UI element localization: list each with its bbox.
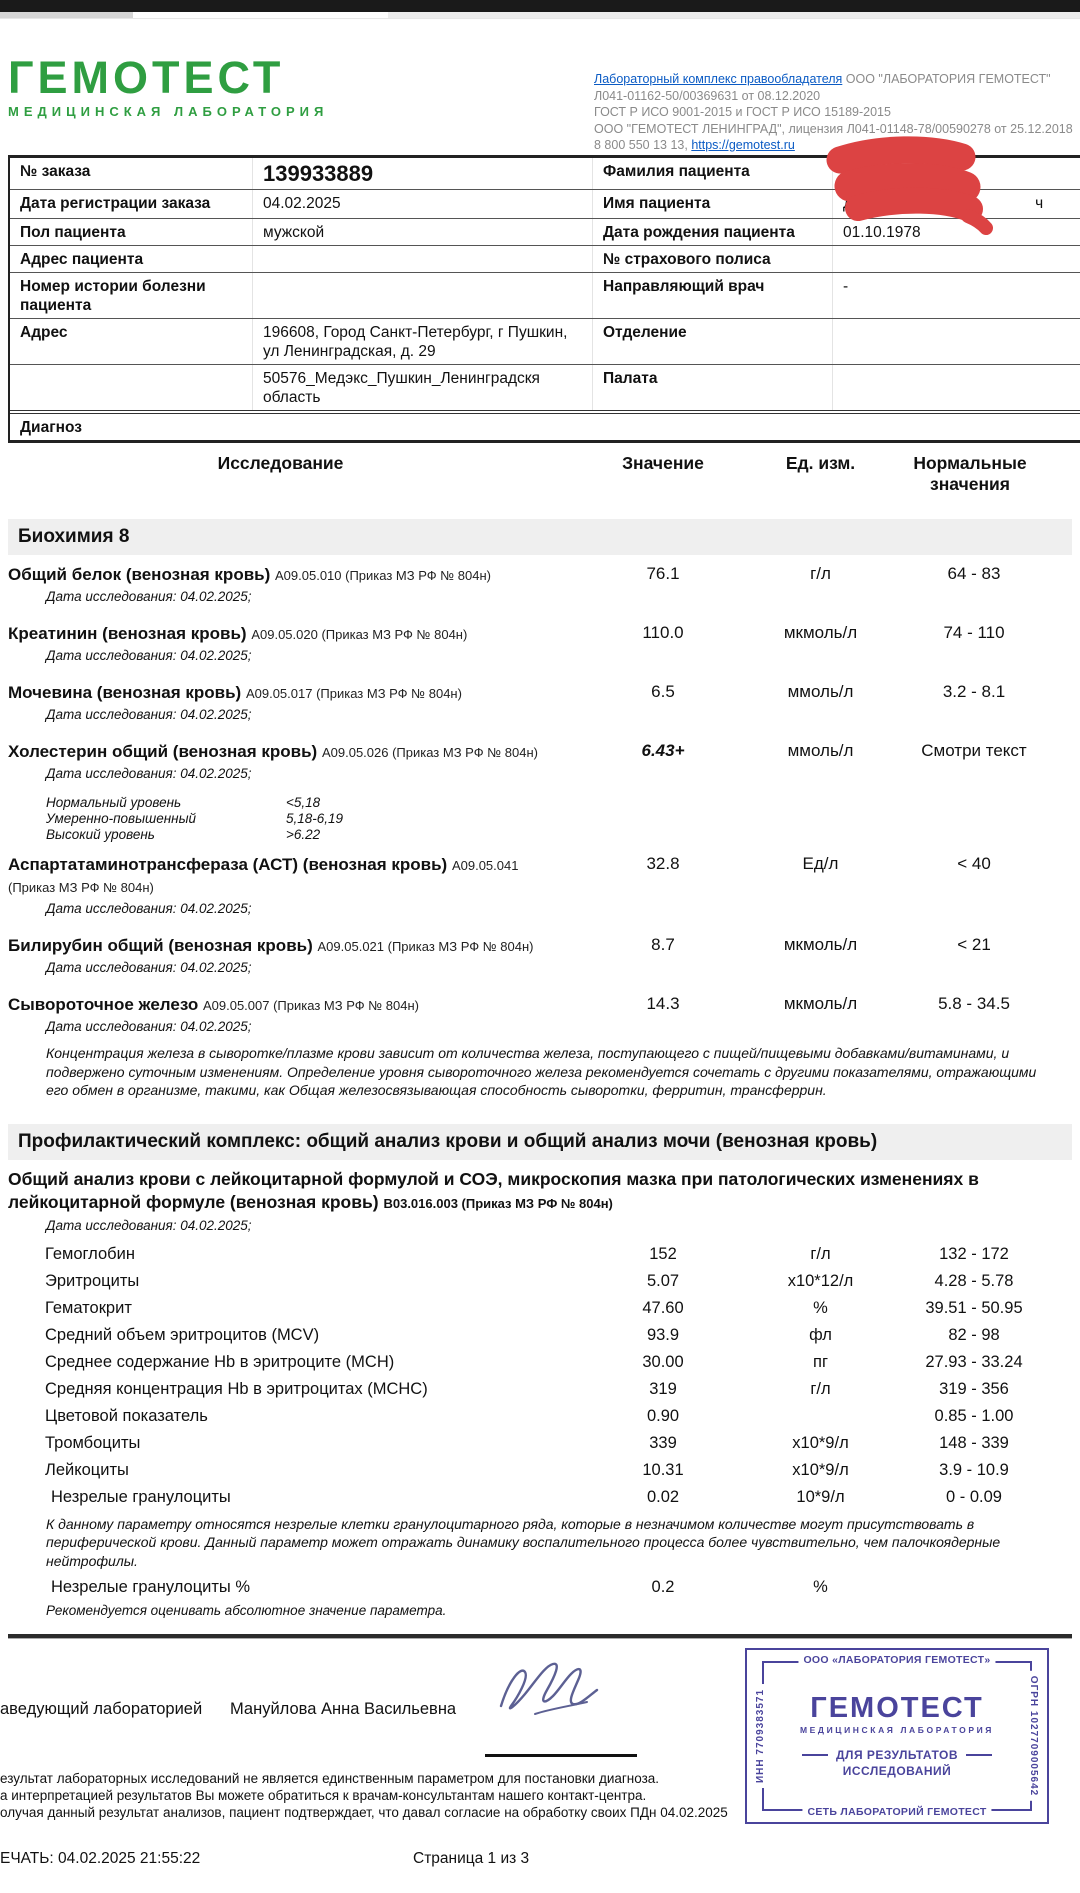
reference-line: Нормальный уровень <5,18 xyxy=(46,795,321,810)
test-value: 32.8 xyxy=(646,854,680,873)
test-value: 76.1 xyxy=(646,564,680,583)
immature-granulocytes-note: К данному параметру относятся незрелые клетки гранулоцитарного ряда, которые в незначимом количестве могут присутствовать в периферической крови. Данный параметр может отражать динамику воспалительного процесса более чувствительно, чем палочкоядерные нейтрофилы. xyxy=(46,1515,1001,1569)
surname-value: П xyxy=(832,158,1080,189)
test-value: 6.5 xyxy=(651,682,675,701)
test-unit: ммоль/л xyxy=(787,682,854,701)
order-number-label: № заказа xyxy=(20,163,91,180)
logo-subtitle: МЕДИЦИНСКАЯ ЛАБОРАТОРИЯ xyxy=(8,104,329,119)
cbc-unit: х10*9/л xyxy=(792,1433,849,1452)
test-date: Дата исследования: 04.02.2025; xyxy=(46,960,252,975)
license-line-1 xyxy=(594,71,1080,88)
test-code: A09.05.010 (Приказ МЗ РФ № 804н) xyxy=(275,568,491,583)
cbc-name: Тромбоциты xyxy=(45,1433,141,1452)
phone-number: 8 800 550 13 13, xyxy=(594,138,692,152)
disclaimer-line-1: езультат лабораторных исследований не является единственным параметром для постановки диагноза. xyxy=(0,1771,660,1786)
cbc-value: 5.07 xyxy=(646,1271,680,1290)
cbc-value: 47.60 xyxy=(642,1298,684,1317)
cbc-unit: % xyxy=(813,1298,828,1317)
patient-info-table xyxy=(8,155,1080,443)
disclaimer-block xyxy=(0,1770,728,1821)
stamp-inn: ИНН 7709383571 xyxy=(755,1684,766,1788)
stamp-center xyxy=(771,1670,1023,1802)
disclaimer-line-2: а интерпретацией результатов Вы можете обратиться к врачам-консультантам нашего контакт-центра. xyxy=(0,1788,647,1803)
cbc-row xyxy=(8,1457,1080,1484)
browser-top-strip xyxy=(0,12,1080,19)
sex-label: Пол пациента xyxy=(20,224,126,241)
cbc-unit: % xyxy=(813,1578,828,1596)
print-timestamp: ЕЧАТЬ: 04.02.2025 21:55:22 xyxy=(0,1850,201,1867)
birth-date-label: Дата рождения пациента xyxy=(592,219,832,245)
cbc-norm: 0 - 0.09 xyxy=(946,1487,1002,1506)
cbc-value: 152 xyxy=(649,1244,677,1263)
test-name: Мочевина (венозная кровь) A09.05.017 (Приказ МЗ РФ № 804н) xyxy=(8,683,462,702)
test-code: A09.05.020 (Приказ МЗ РФ № 804н) xyxy=(251,627,468,642)
address-value: 196608, Город Санкт-Петербург, г Пушкин, ул Ленинградская, д. 29 xyxy=(252,319,592,364)
test-date: Дата исследования: 04.02.2025; xyxy=(46,589,252,604)
ig-percent-note: Рекомендуется оценивать абсолютное значение параметра. xyxy=(46,1603,447,1618)
cbc-panel-date: Дата исследования: 04.02.2025; xyxy=(46,1217,252,1233)
test-row xyxy=(8,845,1080,898)
iron-note: Концентрация железа в сыворотке/плазме крови зависит от количества железа, поступающего с пищей/пищевыми добавками/витаминами, и подвержено суточным изменениям. Определение уровня сывороточного железа рекомендуется сочетать с другими показателями, отражающими его обмен в организме, такими, как Общая железосвязывающая способность сыворотки, ферритин, трансферрин. xyxy=(46,1045,1037,1098)
lab-stamp xyxy=(745,1648,1049,1824)
test-code: A09.05.017 (Приказ МЗ РФ № 804н) xyxy=(245,686,462,701)
page-number: Страница 1 из 3 xyxy=(413,1850,530,1867)
test-date: Дата исследования: 04.02.2025; xyxy=(46,901,252,916)
policy-label: № страхового полиса xyxy=(592,246,832,272)
cbc-panel-heading: Общий анализ крови с лейкоцитарной формулой и СОЭ, микроскопия мазка при патологических изменениях в лейкоцитарной формуле (венозная кровь) B03.016.003 (Приказ МЗ РФ № 804н) xyxy=(8,1168,979,1212)
stamp-top-text: ООО «ЛАБОРАТОРИЯ ГЕМОТЕСТ» xyxy=(798,1654,995,1666)
reg-date-value: 04.02.2025 xyxy=(252,190,592,218)
surname-label: Фамилия пациента xyxy=(592,158,832,189)
test-norm: 5.8 - 34.5 xyxy=(938,994,1010,1013)
test-code: A09.05.007 (Приказ МЗ РФ № 804н) xyxy=(202,998,419,1013)
cbc-value: 0.02 xyxy=(646,1487,680,1506)
cbc-name: Средняя концентрация Hb в эритроцитах (MCHC) xyxy=(45,1379,428,1398)
cbc-unit: х10*9/л xyxy=(792,1460,849,1479)
cbc-name: Цветовой показатель xyxy=(45,1406,208,1425)
cbc-norm: 132 - 172 xyxy=(939,1244,1009,1263)
history-number-label: Номер истории болезни пациента xyxy=(20,278,206,314)
website-link[interactable]: https://gemotest.ru xyxy=(691,138,795,152)
test-date: Дата исследования: 04.02.2025; xyxy=(46,648,252,663)
test-norm: Смотри текст xyxy=(921,741,1027,760)
column-header-value: Значение xyxy=(622,453,704,473)
test-row xyxy=(8,732,1080,763)
cbc-name: Гемоглобин xyxy=(45,1244,135,1263)
cholesterol-reference-levels xyxy=(46,795,1080,843)
license-line-5 xyxy=(594,137,1080,154)
signature-line xyxy=(485,1754,637,1757)
patient-row xyxy=(10,246,1080,273)
test-row xyxy=(8,673,1080,704)
cbc-value: 30.00 xyxy=(642,1352,684,1371)
signatory-name: Мануйлова Анна Васильевна xyxy=(230,1700,457,1718)
cbc-name: Средний объем эритроцитов (MCV) xyxy=(45,1325,320,1344)
document-header xyxy=(0,19,1080,155)
test-unit: мкмоль/л xyxy=(783,623,858,642)
diagnosis-row xyxy=(10,414,1080,440)
report-footer xyxy=(0,1638,1080,1893)
org-value: 50576_Медэкс_Пушкин_Ленинградскя область xyxy=(252,365,592,410)
test-row xyxy=(8,555,1080,586)
cbc-name: Незрелые гранулоциты xyxy=(51,1487,231,1506)
test-date: Дата исследования: 04.02.2025; xyxy=(46,766,252,781)
cbc-row xyxy=(8,1376,1080,1403)
section-biochemistry: Биохимия 8 xyxy=(8,519,1072,555)
reference-line: Умеренно-повышенный 5,18-6,19 xyxy=(46,811,344,826)
test-row xyxy=(8,926,1080,957)
patient-row xyxy=(10,190,1080,219)
reference-line: Высокий уровень >6.22 xyxy=(46,827,321,842)
cbc-unit: г/л xyxy=(810,1379,831,1398)
browser-top-bar xyxy=(0,0,1080,12)
cbc-name: Среднее содержание Hb в эритроците (MCH) xyxy=(45,1352,395,1371)
cbc-name: Эритроциты xyxy=(45,1271,140,1290)
disclaimer-line-3: олучая данный результат анализов, пациент подтверждает, что давал согласие на обработку своих ПДн 04.02.2025 xyxy=(0,1805,728,1820)
test-code: A09.05.026 (Приказ МЗ РФ № 804н) xyxy=(321,745,538,760)
cbc-unit: фл xyxy=(809,1325,832,1344)
column-header-unit: Ед. изм. xyxy=(785,453,856,473)
cbc-norm: 3.9 - 10.9 xyxy=(939,1460,1009,1479)
test-unit: Ед/л xyxy=(802,854,839,873)
test-norm: 74 - 110 xyxy=(943,623,1005,642)
lab-license-info xyxy=(594,71,1080,154)
cbc-row xyxy=(8,1574,1080,1601)
test-value: 8.7 xyxy=(651,935,675,954)
patient-address-value xyxy=(252,246,592,272)
test-unit: мкмоль/л xyxy=(783,935,858,954)
cbc-row xyxy=(8,1403,1080,1430)
test-row xyxy=(8,614,1080,645)
license-line-2: Л041-01162-50/00369631 от 08.12.2020 xyxy=(594,88,821,103)
first-name-value: Денис ч xyxy=(832,190,1080,218)
test-date: Дата исследования: 04.02.2025; xyxy=(46,707,252,722)
test-norm: 3.2 - 8.1 xyxy=(942,682,1006,701)
signatory-role: аведующий лабораторией xyxy=(0,1700,203,1718)
stamp-ogrn: ОГРН 1027709005642 xyxy=(1028,1671,1039,1801)
license-link[interactable]: Лабораторный комплекс правообладателя xyxy=(594,72,843,86)
cbc-norm: 148 - 339 xyxy=(939,1433,1009,1452)
cbc-value: 93.9 xyxy=(646,1325,680,1344)
cbc-name: Гематокрит xyxy=(45,1298,132,1317)
test-unit: г/л xyxy=(810,564,831,583)
license-line-4: ООО "ГЕМОТЕСТ ЛЕНИНГРАД", лицензия Л041-01148-78/00590278 от 25.12.2018 xyxy=(594,121,1073,136)
first-name-label: Имя пациента xyxy=(592,190,832,218)
reg-date-label: Дата регистрации заказа xyxy=(20,195,211,212)
cbc-row xyxy=(8,1349,1080,1376)
history-number-value xyxy=(252,273,592,318)
stamp-bottom-text: СЕТЬ ЛАБОРАТОРИЙ ГЕМОТЕСТ xyxy=(802,1806,991,1818)
diagnosis-label: Диагноз xyxy=(20,419,82,436)
license-owner: ООО "ЛАБОРАТОРИЯ ГЕМОТЕСТ" xyxy=(842,72,1051,86)
cbc-norm: 39.51 - 50.95 xyxy=(925,1298,1023,1317)
gemotest-logo xyxy=(8,52,329,119)
cbc-unit: пг xyxy=(813,1352,828,1371)
stamp-purpose-line-2: ИССЛЕДОВАНИЙ xyxy=(842,1764,952,1778)
test-value-flagged: 6.43+ xyxy=(641,741,685,760)
cbc-norm: 0.85 - 1.00 xyxy=(934,1406,1014,1425)
cbc-unit: х10*12/л xyxy=(787,1271,854,1290)
test-name: Холестерин общий (венозная кровь) A09.05.026 (Приказ МЗ РФ № 804н) xyxy=(8,742,538,761)
logo-title: ГЕМОТЕСТ xyxy=(8,52,285,103)
column-header-test: Исследование xyxy=(217,453,344,473)
test-row xyxy=(8,985,1080,1016)
test-unit: мкмоль/л xyxy=(783,994,858,1013)
test-norm: < 40 xyxy=(957,854,991,873)
results-table-header xyxy=(8,453,1072,495)
birth-date-value: 01.10.1978 xyxy=(832,219,1080,245)
cbc-name: Лейкоциты xyxy=(45,1460,129,1479)
stamp-purpose-line-1: ДЛЯ РЕЗУЛЬТАТОВ xyxy=(802,1748,992,1762)
cbc-unit xyxy=(773,1403,868,1430)
address-label: Адрес xyxy=(20,324,68,341)
cbc-row xyxy=(8,1322,1080,1349)
cbc-norm: 82 - 98 xyxy=(948,1325,1000,1344)
cbc-unit: г/л xyxy=(810,1244,831,1263)
patient-row xyxy=(10,273,1080,319)
test-unit: ммоль/л xyxy=(787,741,854,760)
cbc-row xyxy=(8,1268,1080,1295)
department-value xyxy=(832,319,1080,364)
patient-address-label: Адрес пациента xyxy=(20,251,144,268)
signature xyxy=(495,1660,605,1722)
ward-label: Палата xyxy=(592,365,832,410)
cbc-row xyxy=(8,1430,1080,1457)
cbc-norm: 4.28 - 5.78 xyxy=(934,1271,1014,1290)
policy-value xyxy=(832,246,1080,272)
ward-value xyxy=(832,365,1080,410)
org-label xyxy=(10,365,252,410)
patient-row xyxy=(10,219,1080,246)
test-name: Билирубин общий (венозная кровь) A09.05.021 (Приказ МЗ РФ № 804н) xyxy=(8,936,534,955)
referring-doctor-value: - xyxy=(832,273,1080,318)
test-norm: 64 - 83 xyxy=(947,564,1001,583)
department-label: Отделение xyxy=(592,319,832,364)
cbc-row xyxy=(8,1295,1080,1322)
test-value: 110.0 xyxy=(642,623,684,642)
test-value: 14.3 xyxy=(646,994,680,1013)
cbc-value: 10.31 xyxy=(642,1460,684,1479)
cbc-value: 339 xyxy=(649,1433,677,1452)
patient-row xyxy=(10,158,1080,190)
patient-row xyxy=(10,365,1080,414)
cbc-value: 0.90 xyxy=(646,1406,680,1425)
cbc-value: 319 xyxy=(649,1379,677,1398)
stamp-brand-subtitle: МЕДИЦИНСКАЯ ЛАБОРАТОРИЯ xyxy=(799,1725,995,1735)
cbc-unit: 10*9/л xyxy=(796,1487,845,1506)
patient-row xyxy=(10,319,1080,365)
cbc-row xyxy=(8,1241,1080,1268)
order-number-value: 139933889 xyxy=(252,158,592,189)
cbc-norm: 319 - 356 xyxy=(939,1379,1009,1398)
test-date: Дата исследования: 04.02.2025; xyxy=(46,1019,252,1034)
sex-value: мужской xyxy=(252,219,592,245)
test-name: Аспартатаминотрансфераза (АСТ) (венозная кровь) A09.05.041 (Приказ МЗ РФ № 804н) xyxy=(8,855,519,895)
cbc-row xyxy=(8,1484,1080,1511)
cbc-name: Незрелые гранулоциты % xyxy=(51,1578,251,1596)
test-code: A09.05.041 (Приказ МЗ РФ № 804н) xyxy=(8,858,519,895)
test-name: Общий белок (венозная кровь) A09.05.010 (Приказ МЗ РФ № 804н) xyxy=(8,565,491,584)
referring-doctor-label: Направляющий врач xyxy=(592,273,832,318)
test-norm: < 21 xyxy=(957,935,991,954)
section-preventive-panel: Профилактический комплекс: общий анализ крови и общий анализ мочи (венозная кровь) xyxy=(8,1124,1072,1160)
test-code: A09.05.021 (Приказ МЗ РФ № 804н) xyxy=(317,939,534,954)
cbc-value: 0.2 xyxy=(651,1578,675,1596)
license-line-3: ГОСТ Р ИСО 9001-2015 и ГОСТ Р ИСО 15189-2015 xyxy=(594,105,891,119)
column-header-norm: Нормальные значения xyxy=(913,453,1027,494)
cbc-norm: 27.93 - 33.24 xyxy=(925,1352,1023,1371)
stamp-brand: ГЕМОТЕСТ xyxy=(810,1692,984,1724)
test-name: Сывороточное железо A09.05.007 (Приказ МЗ РФ № 804н) xyxy=(8,995,419,1014)
cbc-panel-code: B03.016.003 (Приказ МЗ РФ № 804н) xyxy=(383,1195,613,1211)
cbc-norm xyxy=(868,1574,1080,1601)
test-name: Креатинин (венозная кровь) A09.05.020 (Приказ МЗ РФ № 804н) xyxy=(8,624,468,643)
